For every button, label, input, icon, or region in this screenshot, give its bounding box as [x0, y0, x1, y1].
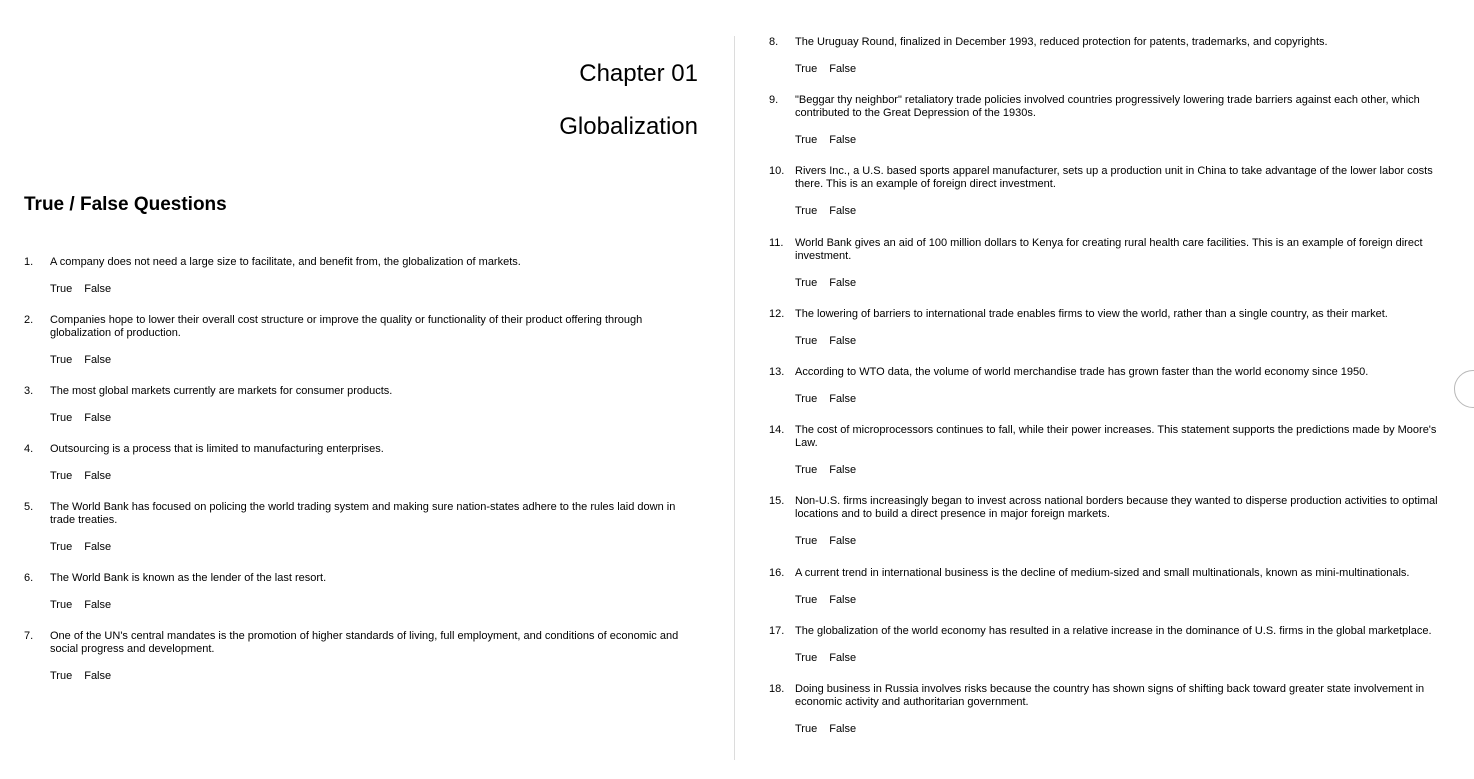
- true-option[interactable]: True: [795, 63, 818, 75]
- question-text: Companies hope to lower their overall cost structure or improve the quality or functionality of their product offering through globalization of production.: [50, 314, 643, 339]
- question-item: [24, 256, 684, 296]
- question-text: The cost of microprocessors continues to fall, while their power increases. This statement supports the predictions made by Moore's Law.: [795, 424, 1437, 449]
- question-number: 15.: [769, 495, 785, 507]
- question-number: 13.: [769, 366, 785, 378]
- false-option[interactable]: False: [829, 652, 857, 664]
- false-option[interactable]: False: [84, 599, 112, 611]
- question-number: 2.: [24, 314, 34, 326]
- question-text: The World Bank has focused on policing the world trading system and making sure nation-states adhere to the rules laid down in trade treaties.: [50, 501, 676, 526]
- false-option[interactable]: False: [84, 354, 112, 366]
- question-text: A current trend in international business is the decline of medium-sized and small multinationals, known as mini-multinationals.: [795, 567, 1410, 579]
- chapter-number: Chapter 01: [579, 60, 698, 87]
- question-number: 1.: [24, 256, 34, 268]
- answer-options: [50, 412, 684, 425]
- false-option[interactable]: False: [829, 723, 857, 735]
- question-number: 4.: [24, 443, 34, 455]
- true-option[interactable]: True: [795, 723, 818, 735]
- answer-options: [50, 354, 684, 367]
- question-item: [769, 36, 1439, 76]
- question-number: 11.: [769, 237, 784, 249]
- true-option[interactable]: True: [50, 470, 73, 482]
- answer-options: [795, 393, 1439, 406]
- question-number: 12.: [769, 308, 785, 320]
- true-option[interactable]: True: [795, 594, 818, 606]
- true-option[interactable]: True: [50, 283, 73, 295]
- question-text: One of the UN's central mandates is the promotion of higher standards of living, full employment, and conditions of economic and social progress and development.: [50, 630, 679, 655]
- true-option[interactable]: True: [50, 354, 73, 366]
- answer-options: [50, 470, 684, 483]
- question-item: [24, 385, 684, 425]
- false-option[interactable]: False: [84, 412, 112, 424]
- question-item: [24, 443, 684, 483]
- false-option[interactable]: False: [829, 464, 857, 476]
- false-option[interactable]: False: [829, 277, 857, 289]
- question-number: 5.: [24, 501, 34, 513]
- true-option[interactable]: True: [795, 335, 818, 347]
- question-number: 17.: [769, 625, 785, 637]
- question-number: 14.: [769, 424, 785, 436]
- question-item: [769, 683, 1439, 736]
- false-option[interactable]: False: [829, 63, 857, 75]
- answer-options: [795, 723, 1439, 736]
- question-item: [769, 94, 1439, 147]
- answer-options: [50, 541, 684, 554]
- answer-options: [795, 205, 1439, 218]
- answer-options: [795, 277, 1439, 290]
- question-text: World Bank gives an aid of 100 million dollars to Kenya for creating rural health care facilities. This is an example of foreign direct investment.: [795, 237, 1423, 262]
- false-option[interactable]: False: [829, 594, 857, 606]
- true-option[interactable]: True: [795, 464, 818, 476]
- question-text: Outsourcing is a process that is limited to manufacturing enterprises.: [50, 443, 384, 455]
- question-number: 3.: [24, 385, 34, 397]
- answer-options: [795, 464, 1439, 477]
- false-option[interactable]: False: [829, 134, 857, 146]
- question-item: [769, 625, 1439, 665]
- question-item: [24, 501, 684, 554]
- true-option[interactable]: True: [795, 205, 818, 217]
- answer-options: [795, 134, 1439, 147]
- question-item: [24, 572, 684, 612]
- question-number: 10.: [769, 165, 785, 177]
- answer-options: [795, 535, 1439, 548]
- false-option[interactable]: False: [829, 535, 857, 547]
- question-text: Doing business in Russia involves risks because the country has shown signs of shifting back toward greater state involvement in economic activity and authoritarian government.: [795, 683, 1425, 708]
- answer-options: [795, 652, 1439, 665]
- true-option[interactable]: True: [50, 412, 73, 424]
- true-option[interactable]: True: [50, 599, 73, 611]
- question-number: 9.: [769, 94, 779, 106]
- false-option[interactable]: False: [829, 393, 857, 405]
- question-number: 16.: [769, 567, 785, 579]
- answer-options: [795, 335, 1439, 348]
- question-item: [769, 308, 1439, 348]
- question-text: Non-U.S. firms increasingly began to invest across national borders because they wanted to disperse production activities to optimal locations and to build a direct presence in major foreign markets.: [795, 495, 1438, 520]
- question-item: [769, 165, 1439, 218]
- question-item: [24, 314, 684, 367]
- false-option[interactable]: False: [84, 670, 112, 682]
- true-option[interactable]: True: [795, 535, 818, 547]
- question-item: [769, 424, 1439, 477]
- false-option[interactable]: False: [84, 470, 112, 482]
- answer-options: [50, 670, 684, 683]
- question-number: 6.: [24, 572, 34, 584]
- question-number: 7.: [24, 630, 34, 642]
- question-text: The globalization of the world economy has resulted in a relative increase in the dominance of U.S. firms in the global marketplace.: [795, 625, 1432, 637]
- question-text: "Beggar thy neighbor" retaliatory trade policies involved countries progressively lowering trade barriers against each other, which contributed to the Great Depression of the 1930s.: [795, 94, 1420, 119]
- answer-options: [50, 283, 684, 296]
- question-item: [769, 237, 1439, 290]
- true-option[interactable]: True: [795, 277, 818, 289]
- question-item: [769, 567, 1439, 607]
- true-option[interactable]: True: [795, 393, 818, 405]
- question-number: 18.: [769, 683, 785, 695]
- true-option[interactable]: True: [50, 670, 73, 682]
- question-item: [24, 630, 684, 683]
- question-item: [769, 366, 1439, 406]
- section-heading: True / False Questions: [24, 194, 227, 215]
- false-option[interactable]: False: [829, 335, 857, 347]
- question-text: The lowering of barriers to international trade enables firms to view the world, rather than a single country, as their market.: [795, 308, 1388, 320]
- answer-options: [795, 63, 1439, 76]
- false-option[interactable]: False: [829, 205, 857, 217]
- question-item: [769, 495, 1439, 548]
- true-option[interactable]: True: [795, 134, 818, 146]
- question-number: 8.: [769, 36, 779, 48]
- chapter-title: Globalization: [559, 113, 698, 140]
- answer-options: [795, 594, 1439, 607]
- question-text: A company does not need a large size to facilitate, and benefit from, the globalization of markets.: [50, 256, 521, 268]
- false-option[interactable]: False: [84, 541, 112, 553]
- question-text: Rivers Inc., a U.S. based sports apparel manufacturer, sets up a production unit in China to take advantage of the lower labor costs there. This is an example of foreign direct investment.: [795, 165, 1433, 190]
- question-text: The Uruguay Round, finalized in December 1993, reduced protection for patents, trademarks, and copyrights.: [795, 36, 1328, 48]
- question-text: The most global markets currently are markets for consumer products.: [50, 385, 393, 397]
- false-option[interactable]: False: [84, 283, 112, 295]
- true-option[interactable]: True: [50, 541, 73, 553]
- question-text: According to WTO data, the volume of world merchandise trade has grown faster than the world economy since 1950.: [795, 366, 1369, 378]
- right-page: [735, 0, 1474, 779]
- answer-options: [50, 599, 684, 612]
- question-text: The World Bank is known as the lender of the last resort.: [50, 572, 327, 584]
- left-page: [0, 0, 734, 779]
- true-option[interactable]: True: [795, 652, 818, 664]
